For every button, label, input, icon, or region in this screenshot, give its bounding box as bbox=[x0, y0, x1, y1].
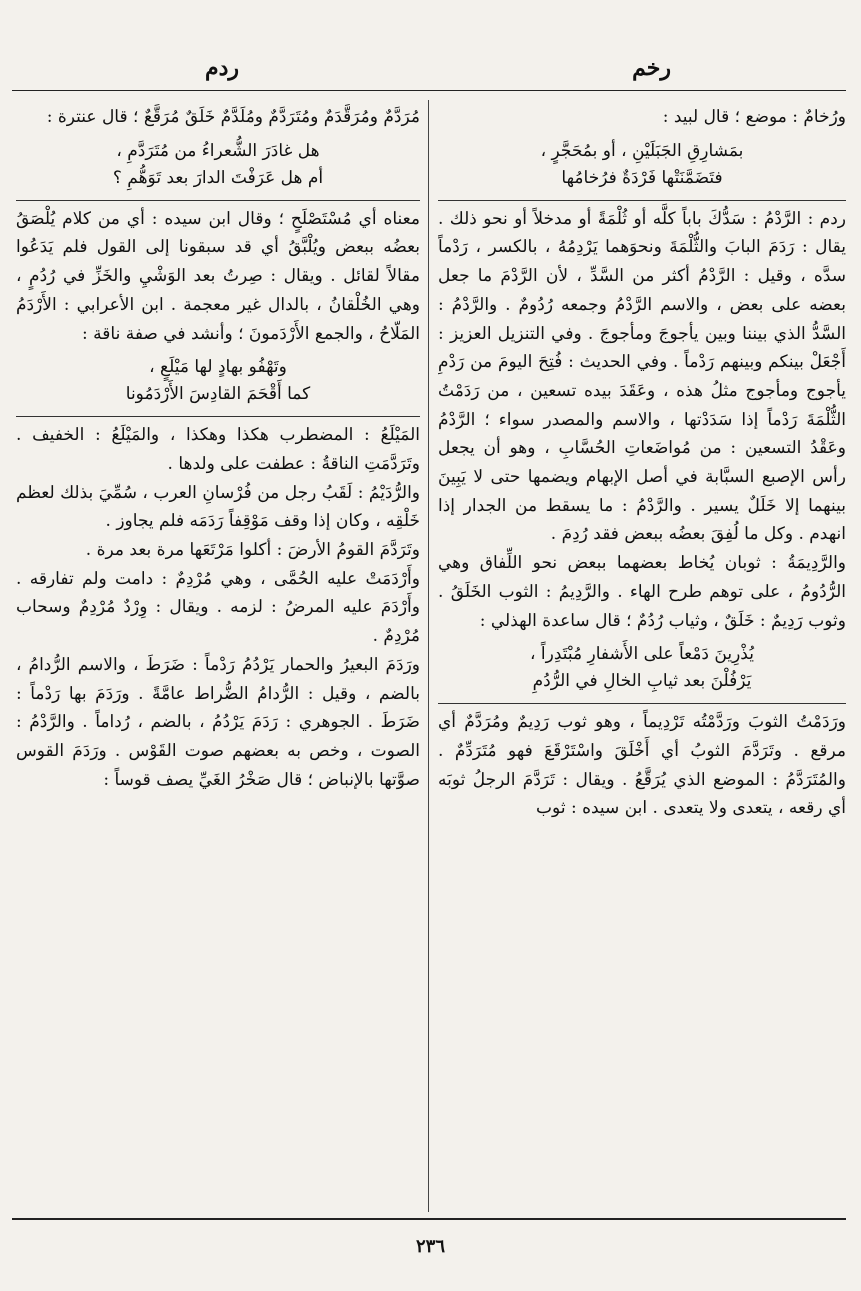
paragraph-taraddam: وتَرَدَّمَ القومُ الأرضَ : أكلوا مَرْتَعَها مرة بعد مرة . bbox=[85, 540, 420, 561]
entry-separator bbox=[438, 200, 846, 201]
entry-separator bbox=[16, 200, 420, 201]
paragraph-radima: والرَّدِيمَةُ : ثوبان يُخاط بعضهما ببعض نحو اللِّفاق وهي الرُّدُومُ ، على توهم طرح الهاء . والرَّدِيمُ : الثوب الخَلَقُ . وثوب رَدِيمٌ : خَلَقٌ ، وثياب رُدُمٌ ؛ قال ساعدة الهذلي : bbox=[438, 553, 846, 631]
right-column bbox=[438, 103, 846, 1213]
page-number: ٢٣٦ bbox=[415, 1236, 445, 1257]
entry-separator bbox=[438, 703, 846, 704]
header-right-word: رخم bbox=[632, 55, 671, 81]
verse-saida bbox=[438, 641, 846, 695]
verse-naqa bbox=[16, 354, 420, 408]
verse-line: أم هل عَرَفْتَ الدارَ بعد تَوَهُّمِ ؟ bbox=[112, 167, 324, 188]
verse-line: يَرْفُلْنَ بعد ثيابِ الخالِ في الرُّدُمِ bbox=[532, 671, 752, 692]
verse-antara bbox=[16, 138, 420, 192]
left-column bbox=[16, 103, 420, 1213]
column-divider bbox=[428, 100, 429, 1212]
verse-labid bbox=[438, 138, 846, 192]
footer-rule bbox=[12, 1218, 846, 1220]
entry-radm: ردم : الرَّدْمُ : سَدُّكَ باباً كلَّه أو ثُلْمَةً أو مدخلاً أو نحو ذلك . يقال : رَدَمَ البابَ والثُّلْمَةَ ونحوَهما يَرْدِمُهُ ، بالكسر ، رَدْماً سدَّه ، وقيل : الرَّدْمُ أكثر من السَّدِّ ، لأن الرَّدْمَ ما جعل بعضه على بعض ، والاسم الرَّدْمُ وجمعه رُدُومٌ . والرَّدْمُ : السَّدُّ الذي بيننا وبين يأجوجَ ومأجوجَ . وفي التنزيل العزيز : أَجْعَلْ بينكم وبينهم رَدْماً . وفي الحديث : فُتِحَ اليومَ من رَدْمِ يأجوج ومأجوج مثلُ هذه ، وعَقَدَ بيده تسعين ، من رَدَمْتُ الثُّلْمَةَ رَدْماً إذا سَدَدْتها ، والاسم والمصدر سواء ؛ الرَّدْمُ وعَقْدُ التسعين : من مُواضَعاتِ الحُسَّابِ ، وهو أن يجعل رأس الإصبع السبَّابة في أصل الإبهام ويضمها حتى لا يَبِينَ بينهما إلا خَلَلٌ يسير . والرَّدْمُ : ما يسقط من الجدار إذا انهدم . وكل ما لُفِقَ بعضُه ببعض فقد رُدِمَ . bbox=[438, 208, 846, 545]
header-rule bbox=[12, 90, 846, 91]
verse-line: فتَضَمَّنَتْها فَرْدَةٌ فرُخامُها bbox=[561, 167, 723, 188]
paragraph-muraddam: مُرَدَّمٌ ومُرَقَّدَمٌ ومُتَرَدَّمٌ ومُلَدَّمٌ خَلَقٌ مُرَقَّعٌ ؛ قال عنترة : bbox=[46, 107, 420, 127]
paragraph-thawb: ورَدَمْتُ الثوبَ ورَدَّمْتُه تَرْدِيماً ، وهو ثوب رَدِيمٌ ومُرَدَّمٌ أي مرقع . وتَرَدَّمَ الثوبُ أي أَخْلَقَ واسْتَرْقَعَ فهو مُتَرَدِّمٌ . والمُتَرَدَّمُ : الموضع الذي يُرَقَّعُ . ويقال : تَرَدَّمَ الرجلُ ثوبَه أي رقعه ، يتعدى ولا يتعدى . ابن سيده : ثوب bbox=[438, 712, 846, 819]
paragraph-ardamat: وأَرْدَمَتْ عليه الحُمَّى ، وهي مُرْدِمٌ : دامت ولم تفارقه . وأَرْدَمَ عليه المرضُ : لزمه . ويقال : وِرْدٌ مُرْدِمٌ وسحاب مُرْدِمٌ . bbox=[16, 568, 420, 647]
paragraph-mustaslah: معناه أي مُسْتَصْلَحٍ ؛ وقال ابن سيده : أي من كلام يُلْصَقُ بعضُه ببعض ويُلْبَّقُ أي قد سبقونا إلى القول فلم يَدَعُوا مقالاً لقائل . ويقال : صِرتُ بعد الوَشْيِ والخَزِّ في رُدُمٍ ، وهي الخُلْقانُ ، بالدال غير معجمة . ابن الأعرابي : الأَرْدَمُ المَلّاحُ ، والجمع الأَرْدَمونَ ؛ وأنشد في صفة ناقة : bbox=[16, 208, 420, 344]
paragraph-radama-alba3eer: ورَدَمَ البعيرُ والحمار يَرْدُمُ رَدْماً : ضَرَطَ ، والاسم الرُّدامُ ، بالضم ، وقيل : الرُّدامُ الضُّراط عامَّةً . ورَدَمَ بها رَدْماً : ضَرَطَ . الجوهري : رَدَمَ يَرْدُمُ ، بالضم ، رُداماً . والرَّدْمُ : الصوت ، وخص به بعضهم صوت القَوْس . ورَدَمَ القوس صوَّتها بالإنباض ؛ قال صَخْرُ الغَيِّ يصف قوساً : bbox=[16, 654, 420, 790]
entry-rukham: ورُخامٌ : موضع ؛ قال لبيد : bbox=[662, 107, 846, 127]
verse-line: بمَشارِقِ الجَبَلَيْنِ ، أو بمُحَجَّرٍ ، bbox=[540, 140, 744, 161]
verse-line: وتَهْفُو بهادٍ لها مَيْلَعٍ ، bbox=[149, 357, 287, 378]
verse-line: هل غادَرَ الشُّعراءُ من مُتَرَدَّمِ ، bbox=[116, 140, 320, 161]
verse-line: كما أَقْحَمَ القادِسَ الأَرْدَمُونا bbox=[125, 384, 311, 405]
verse-line: يُذْرِينَ دَمْعاً على الأَشفارِ مُبْتَدِراً ، bbox=[530, 644, 754, 665]
paragraph-rudaym: والرُّدَيْمُ : لَقَبُ رجل من فُرْسانِ العرب ، سُمِّيَ بذلك لعظم خَلْقِه ، وكان إذا وقف مَوْقِفاً رَدَمَه فلم يجاوز . bbox=[16, 482, 420, 532]
header-left-word: ردم bbox=[205, 55, 240, 81]
paragraph-maylaa: المَيْلَعُ : المضطرب هكذا وهكذا ، والمَيْلَعُ : الخفيف . وتَرَدَّمَتِ الناقةُ : عطفت على ولدها . bbox=[16, 425, 420, 474]
entry-separator bbox=[16, 416, 420, 417]
